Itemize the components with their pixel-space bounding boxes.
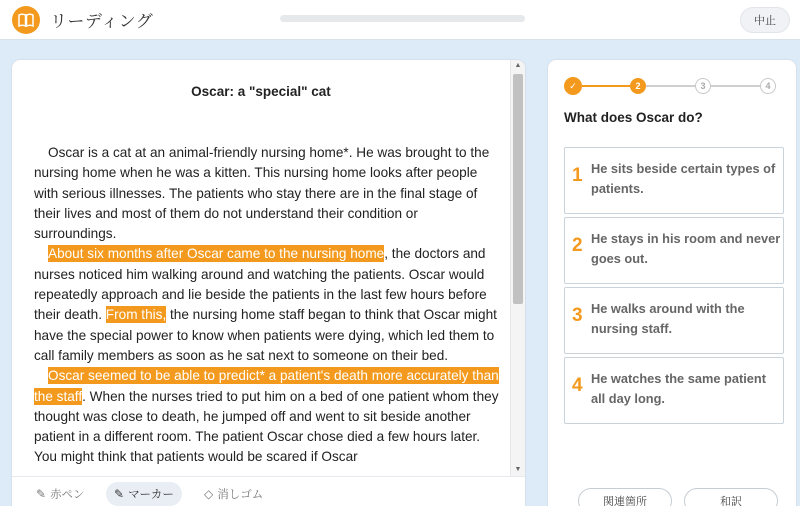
- progress-bar: [280, 15, 525, 22]
- answer-choice-1[interactable]: [564, 147, 784, 214]
- eraser-label: 消しゴム: [217, 487, 264, 501]
- question-steps: [548, 74, 796, 98]
- step-current: 2: [630, 78, 646, 94]
- eraser-icon: ◇: [204, 487, 214, 501]
- answer-choice-3[interactable]: [564, 287, 784, 354]
- scroll-thumb[interactable]: [513, 74, 523, 304]
- answer-choice-4[interactable]: [564, 357, 784, 424]
- passage-title: Oscar: a "special" cat: [191, 84, 331, 99]
- question-title: What does Oscar do?: [564, 110, 703, 125]
- annotation-toolbar: [12, 476, 525, 506]
- highlighted-text[interactable]: About six months after Oscar came to the nursing home: [48, 246, 385, 262]
- passage-paragraph-2[interactable]: [34, 244, 500, 366]
- scroll-up-arrow-icon[interactable]: ▲: [514, 62, 522, 69]
- quit-button[interactable]: 中止: [740, 7, 790, 33]
- pen-icon: ✎: [36, 487, 47, 501]
- scroll-down-arrow-icon[interactable]: ▼: [514, 466, 522, 473]
- red-pen-tool[interactable]: [28, 482, 93, 506]
- answer-choice-2[interactable]: [564, 217, 784, 284]
- step-connector: [646, 85, 696, 87]
- step-pending: 3: [695, 78, 711, 94]
- top-bar: [0, 0, 800, 40]
- translation-button[interactable]: 和訳: [684, 488, 778, 506]
- choice-number: 4: [572, 375, 583, 396]
- book-icon: [12, 6, 40, 34]
- choice-number: 2: [572, 235, 583, 256]
- marker-label: マーカー: [128, 487, 174, 501]
- related-parts-button[interactable]: 関連箇所: [578, 488, 672, 506]
- red-pen-label: 赤ペン: [50, 487, 85, 501]
- scrollbar[interactable]: [510, 60, 525, 476]
- choice-text: He sits beside certain types of patients.: [591, 161, 776, 196]
- choice-text: He watches the same patient all day long.: [591, 371, 766, 406]
- eraser-tool[interactable]: [196, 482, 271, 506]
- app-title: リーディング: [50, 12, 154, 32]
- passage-scroll-area[interactable]: [12, 60, 510, 476]
- marker-tool[interactable]: [106, 482, 182, 506]
- passage-text[interactable]: , the doctors and nurses noticed him walking around and watching the patients. Oscar would repeatedly approach and lie beside the patients in the last few hours before their death.: [34, 246, 487, 323]
- step-connector: [710, 85, 760, 87]
- choice-number: 3: [572, 305, 583, 326]
- choice-number: 1: [572, 165, 583, 186]
- choice-text: He stays in his room and never goes out.: [591, 231, 781, 266]
- marker-icon: ✎: [114, 487, 125, 501]
- passage-body[interactable]: [34, 143, 500, 468]
- highlighted-text[interactable]: From this,: [105, 307, 167, 323]
- passage-text[interactable]: the nursing home staff began to think that Oscar might have the special power to know when patients were dying, which led them to call family members as soon as he sat next to someone on their bed.: [34, 307, 497, 363]
- highlighted-text[interactable]: Oscar seemed to be able to predict* a patient's death more accurately than the staff: [34, 368, 499, 404]
- step-complete-check-icon: ✓: [564, 77, 582, 95]
- passage-paragraph-1[interactable]: Oscar is a cat at an animal-friendly nursing home*. He was brought to the nursing home when he was a kitten. This nursing home looks after people with serious illnesses. The patients who stay there are in the final stage of their lives and most of them do not understand their condition or surroundings.: [34, 145, 490, 242]
- passage-paragraph-3[interactable]: [34, 366, 500, 467]
- passage-text[interactable]: . When the nurses tried to put him on a bed of one patient whom they thought was close to death, he jumped off and went to sit beside another patient in a different room. The patient Oscar chose died a few hours later. You might think that patients would be scared if Oscar: [34, 388, 499, 465]
- question-panel: [548, 60, 796, 506]
- choice-text: He walks around with the nursing staff.: [591, 301, 745, 336]
- reading-panel: [12, 60, 525, 506]
- step-pending: 4: [760, 78, 776, 94]
